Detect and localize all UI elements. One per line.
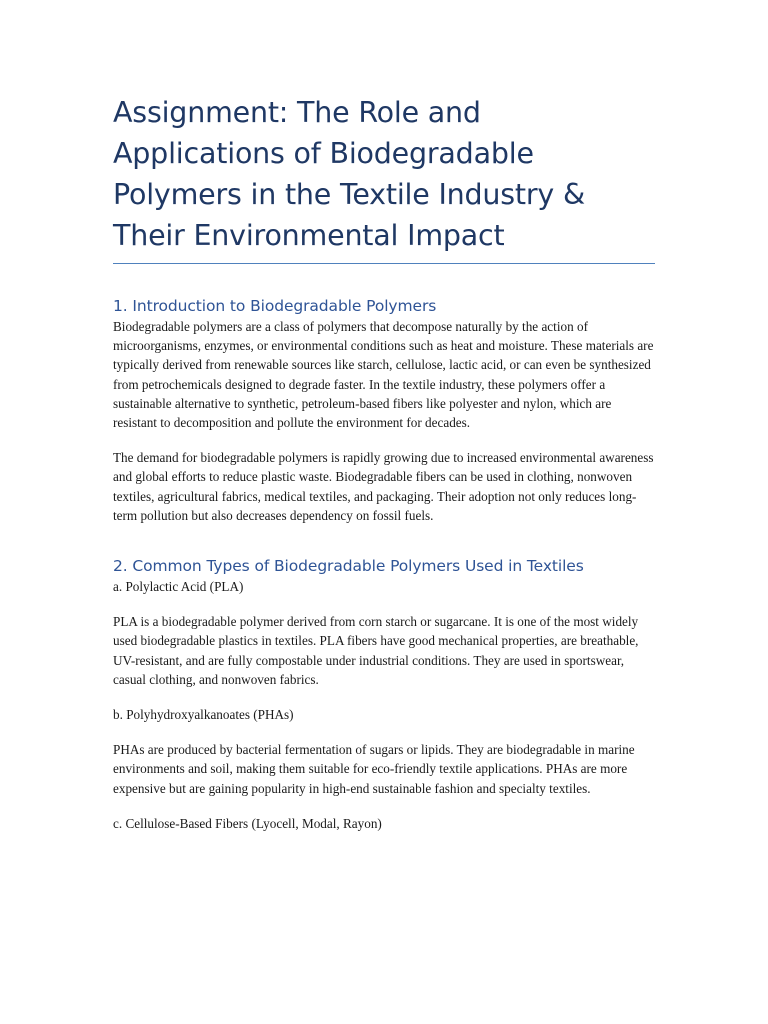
paragraph: Biodegradable polymers are a class of polymers that decompose naturally by the action of microorganisms, enzymes, or environmental conditions such as heat and moisture. These materials are typically derived from renewable sources like starch, cellulose, lactic acid, or can even be synthesized from petrochemicals designed to degrade faster. In the textile industry, these polymers offer a sustainable alternative to synthetic, petroleum-based fibers like polyester and nylon, which are resistant to decomposition and pollute the environment for decades. [113,319,654,431]
subheading-cellulose: c. Cellulose-Based Fibers (Lyocell, Modal, Rayon) [113,815,382,831]
paragraph: PLA is a biodegradable polymer derived from corn starch or sugarcane. It is one of the most widely used biodegradable plastics in textiles. PLA fibers have good mechanical properties, are breathable, UV-resistant, and are fully compostable under industrial conditions. They are used in sportswear, casual clothing, and nonwoven fabrics. [113,614,639,687]
section-introduction [113,295,655,525]
subheading-phas: b. Polyhydroxyalkanoates (PHAs) [113,707,294,723]
document-title: Assignment: The Role and Applications of Biodegradable Polymers in the Textile Industry & Their Environmental Impact [113,96,585,252]
title-divider [113,263,655,264]
subheading-pla: a. Polylactic Acid (PLA) [113,579,244,595]
paragraph: PHAs are produced by bacterial fermentation of sugars or lipids. They are biodegradable in marine environments and soil, making them suitable for eco-friendly textile applications. PHAs are more expensive but are gaining popularity in high-end sustainable fashion and specialty textiles. [113,742,635,796]
section-common-types [113,555,655,833]
document-page [113,92,655,833]
section-heading: 2. Common Types of Biodegradable Polymers Used in Textiles [113,557,584,576]
section-heading: 1. Introduction to Biodegradable Polymers [113,297,437,315]
paragraph: The demand for biodegradable polymers is rapidly growing due to increased environmental awareness and global efforts to reduce plastic waste. Biodegradable fibers can be used in clothing, nonwoven textiles, agricultural fabrics, medical textiles, and packaging. Their adoption not only reduces long-term pollution but also decreases dependency on fossil fuels. [113,450,654,523]
